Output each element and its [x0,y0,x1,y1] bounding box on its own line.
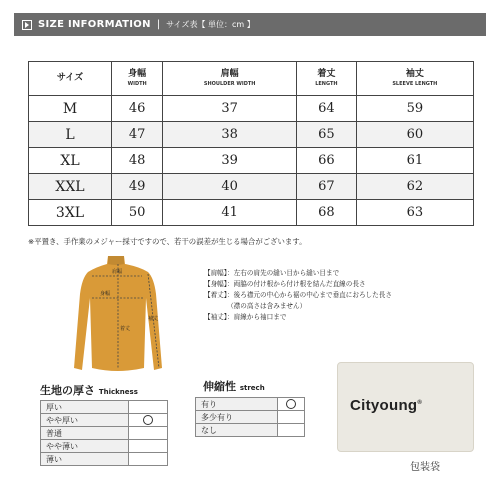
thickness-label: 薄い [41,453,129,466]
stretch-label: 多少有り [196,411,278,424]
table-cell: 47 [112,122,163,148]
header-separator: | [156,19,161,30]
stretch-row [196,411,305,424]
table-cell: 48 [112,148,163,174]
shirt-figure [62,250,170,380]
package-label: 包装袋 [410,462,440,473]
label-width: 身幅 [100,291,111,297]
play-icon [22,20,32,30]
definition-line: 【袖丈】：肩線から袖口まで [204,313,287,321]
stretch-check [278,424,305,437]
table-cell: 46 [112,96,163,122]
table-row [29,200,474,226]
table-cell: 59 [356,96,473,122]
table-row [29,148,474,174]
stretch-row [196,424,305,437]
table-cell: 39 [163,148,297,174]
header-title: SIZE INFORMATION [38,19,151,30]
column-header: 身幅 WIDTH [112,62,163,96]
stretch-row [196,398,305,411]
label-length: 着丈 [120,326,131,332]
stretch-table [195,397,305,437]
table-cell: 41 [163,200,297,226]
header-subtitle: サイズ表【 単位：cm 】 [166,20,255,29]
table-cell: 38 [163,122,297,148]
size-cell: M [29,96,112,122]
table-cell: 65 [297,122,357,148]
column-header: 袖丈 SLEEVE LENGTH [356,62,473,96]
thickness-row [41,414,168,427]
table-cell: 37 [163,96,297,122]
table-row [29,96,474,122]
table-cell: 68 [297,200,357,226]
column-header: サイズ [29,62,112,96]
thickness-check [129,440,168,453]
size-cell: XL [29,148,112,174]
thickness-row [41,440,168,453]
table-cell: 60 [356,122,473,148]
table-cell: 40 [163,174,297,200]
definition-line: 【身幅】：両脇の付け根から付け根を結んだ直線の長さ [204,280,366,288]
column-header: 肩幅 SHOULDER WIDTH [163,62,297,96]
thickness-label: 普通 [41,427,129,440]
table-cell: 63 [356,200,473,226]
stretch-label: なし [196,424,278,437]
table-row [29,122,474,148]
table-row [29,174,474,200]
table-cell: 61 [356,148,473,174]
size-cell: 3XL [29,200,112,226]
table-cell: 62 [356,174,473,200]
definition-line: （襟の高さは含みません） [204,302,307,310]
brand-logo: Cityoung® [350,397,423,414]
definition-line: 【着丈】：後ろ襟元の中心から裾の中心まで垂直におろした長さ [204,291,392,299]
thickness-check [129,427,168,440]
table-cell: 64 [297,96,357,122]
measurement-definitions [204,268,494,323]
thickness-check [129,401,168,414]
collar [108,256,124,265]
size-cell: XXL [29,174,112,200]
table-cell: 49 [112,174,163,200]
thickness-check [129,414,168,427]
table-cell: 67 [297,174,357,200]
thickness-label: 厚い [41,401,129,414]
measurement-note: ※平置き、手作業のメジャー採寸ですので、若干の誤差が生じる場合がございます。 [28,237,307,246]
stretch-check [278,411,305,424]
selected-circle-icon [286,399,296,409]
table-cell: 66 [297,148,357,174]
table-cell: 50 [112,200,163,226]
label-shoulder: 肩幅 [112,269,123,275]
thickness-row [41,427,168,440]
definition-line: 【肩幅】：左右の肩先の縫い目から縫い目まで [204,269,340,277]
selected-circle-icon [143,415,153,425]
stretch-label: 有り [196,398,278,411]
size-cell: L [29,122,112,148]
thickness-table [40,400,168,466]
thickness-label: やや薄い [41,440,129,453]
section-header [14,13,486,36]
stretch-check [278,398,305,411]
size-table [28,61,474,226]
thickness-label: やや厚い [41,414,129,427]
stretch-title: 伸縮性 strech [203,380,265,393]
size-table-header [29,62,474,96]
label-sleeve: 袖丈 [148,316,159,322]
thickness-title: 生地の厚さ Thickness [40,384,138,397]
thickness-row [41,453,168,466]
column-header: 着丈 LENGTH [297,62,357,96]
thickness-row [41,401,168,414]
thickness-check [129,453,168,466]
